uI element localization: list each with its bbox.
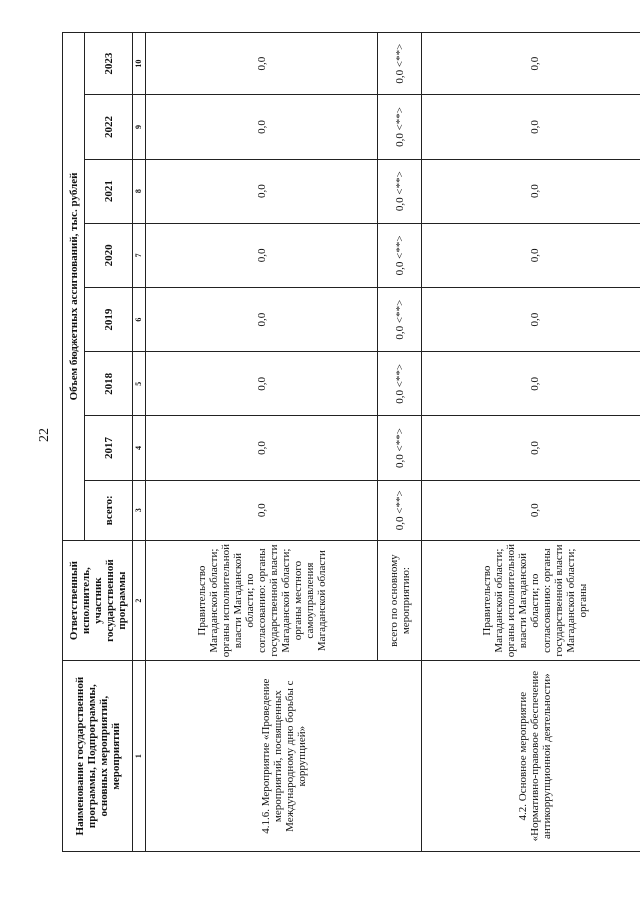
row-name-4-2: 4.2. Основное мероприятие «Нормативно-правовое обеспечение антикоррупционной деятельности» bbox=[422, 661, 640, 852]
index-cell: 10 bbox=[133, 33, 146, 95]
page-number: 22 bbox=[37, 428, 52, 442]
index-cell: 1 bbox=[133, 661, 146, 852]
header-total: всего: bbox=[85, 480, 133, 540]
value-2019: 0,0 bbox=[422, 288, 640, 352]
index-cell: 3 bbox=[133, 480, 146, 540]
value-2017: 0,0 <**> bbox=[378, 416, 422, 480]
index-cell: 6 bbox=[133, 288, 146, 352]
value-2017: 0,0 bbox=[146, 416, 378, 480]
value-total: 0,0 <**> bbox=[378, 480, 422, 540]
index-cell: 2 bbox=[133, 540, 146, 660]
value-2022: 0,0 <**> bbox=[378, 95, 422, 159]
header-year-2022: 2022 bbox=[85, 95, 133, 159]
header-name-column: Наименование государственной программы, Подпрограммы, основных мероприятий, мероприятий bbox=[63, 661, 133, 852]
index-cell: 4 bbox=[133, 416, 146, 480]
header-year-2020: 2020 bbox=[85, 223, 133, 287]
header-responsible-column: Ответственный исполнитель, участник государственной программы bbox=[63, 540, 133, 660]
header-year-2017: 2017 bbox=[85, 416, 133, 480]
value-2023: 0,0 bbox=[146, 33, 378, 95]
budget-table bbox=[62, 32, 640, 852]
index-cell: 8 bbox=[133, 159, 146, 223]
header-year-2018: 2018 bbox=[85, 352, 133, 416]
value-2022: 0,0 bbox=[146, 95, 378, 159]
value-total: 0,0 bbox=[146, 480, 378, 540]
value-2020: 0,0 <**> bbox=[378, 223, 422, 287]
value-2023: 0,0 <**> bbox=[378, 33, 422, 95]
value-2021: 0,0 bbox=[146, 159, 378, 223]
table-row bbox=[422, 33, 640, 852]
row-responsible: Правительство Магаданской области; органы исполнительной власти Магаданской области; по согласованию: органы государственной власти Магаданской области; органы местного самоуправления Магаданской области bbox=[146, 540, 378, 660]
value-2019: 0,0 <**> bbox=[378, 288, 422, 352]
header-budget-group: Объем бюджетных ассигнований, тыс. рублей bbox=[63, 33, 85, 541]
value-2017: 0,0 bbox=[422, 416, 640, 480]
header-year-2021: 2021 bbox=[85, 159, 133, 223]
value-2018: 0,0 bbox=[146, 352, 378, 416]
index-cell: 7 bbox=[133, 223, 146, 287]
value-total: 0,0 bbox=[422, 480, 640, 540]
rotated-table-container bbox=[62, 32, 640, 842]
value-2023: 0,0 bbox=[422, 33, 640, 95]
value-2020: 0,0 bbox=[146, 223, 378, 287]
value-2019: 0,0 bbox=[146, 288, 378, 352]
budget-table-wrapper bbox=[62, 32, 640, 852]
row-responsible: Правительство Магаданской области; органы исполнительной власти Магаданской области; по согласованию: органы государственной власти Магаданской области; органы bbox=[422, 540, 640, 660]
table-row bbox=[146, 33, 378, 852]
header-year-2023: 2023 bbox=[85, 33, 133, 95]
value-2022: 0,0 bbox=[422, 95, 640, 159]
row-total-label: всего по основному мероприятию: bbox=[378, 540, 422, 660]
index-cell: 5 bbox=[133, 352, 146, 416]
header-year-2019: 2019 bbox=[85, 288, 133, 352]
row-name-4-1-6: 4.1.6. Мероприятие «Проведение мероприятий, посвященных Международному дню борьбы с коррупцией» bbox=[146, 661, 422, 852]
column-index-row bbox=[133, 33, 146, 852]
index-cell: 9 bbox=[133, 95, 146, 159]
value-2018: 0,0 <**> bbox=[378, 352, 422, 416]
value-2018: 0,0 bbox=[422, 352, 640, 416]
value-2021: 0,0 bbox=[422, 159, 640, 223]
value-2021: 0,0 <**> bbox=[378, 159, 422, 223]
value-2020: 0,0 bbox=[422, 223, 640, 287]
